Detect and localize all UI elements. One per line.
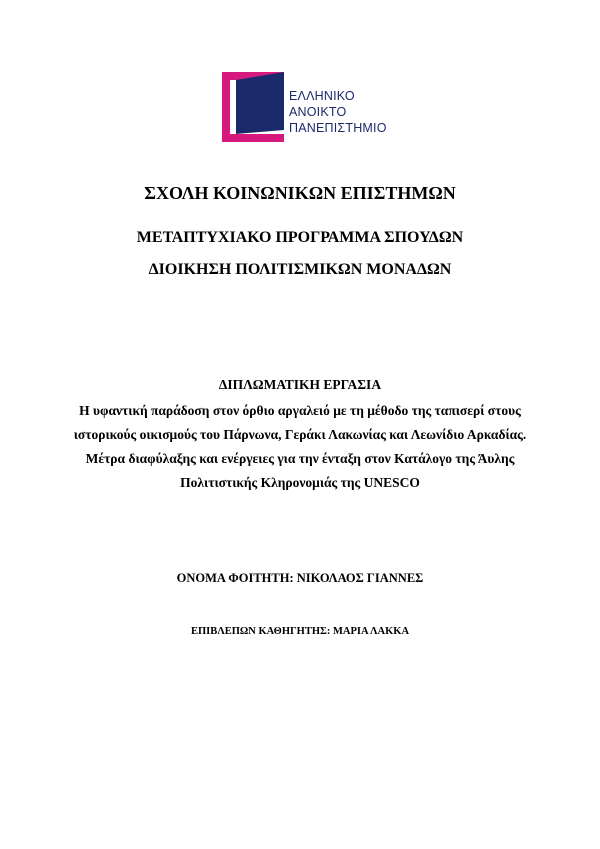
- logo-line-3: ΠΑΝΕΠΙΣΤΗΜΙΟ: [289, 121, 387, 135]
- logo-line-1: ΕΛΛΗΝΙΚΟ: [289, 89, 355, 103]
- supervisor-name: ΕΠΙΒΛΕΠΩΝ ΚΑΘΗΓΗΤΗΣ: ΜΑΡΙΑ ΛΑΚΚΑ: [190, 626, 410, 637]
- thesis-label: ΔΙΠΛΩΜΑΤΙΚΗ ΕΡΓΑΣΙΑ: [218, 377, 382, 392]
- student-name: ΟΝΟΜΑ ΦΟΙΤΗΤΗ: ΝΙΚΟΛΑΟΣ ΓΙΑΝΝΕΣ: [176, 571, 424, 585]
- program-title: [0, 222, 600, 286]
- thesis-title: Η υφαντική παράδοση στον όρθιο αργαλειό με τη μέθοδο της ταπισερί στους ιστορικούς οικισμούς του Πάρνωνα, Γεράκι Λακωνίας και Λεωνίδιο Αρκαδίας. Μέτρα διαφύλαξης και ενέργειες για την ένταξη στον Κατάλογο της Άυλης Πολιτιστικής Κληρονομιάς της UNESCO: [73, 403, 527, 490]
- eap-emblem-icon: [222, 72, 284, 142]
- logo-text: [289, 88, 387, 136]
- program-line-2: ΔΙΟΙΚΗΣΗ ΠΟΛΙΤΙΣΜΙΚΩΝ ΜΟΝΑΔΩΝ: [148, 261, 452, 278]
- program-line-1: ΜΕΤΑΠΤΥΧΙΑΚΟ ΠΡΟΓΡΑΜΜΑ ΣΠΟΥΔΩΝ: [136, 229, 464, 246]
- school-name: ΣΧΟΛΗ ΚΟΙΝΩΝΙΚΩΝ ΕΠΙΣΤΗΜΩΝ: [144, 183, 456, 203]
- logo-line-2: ΑΝΟΙΚΤΟ: [289, 105, 347, 119]
- university-logo: [222, 72, 412, 142]
